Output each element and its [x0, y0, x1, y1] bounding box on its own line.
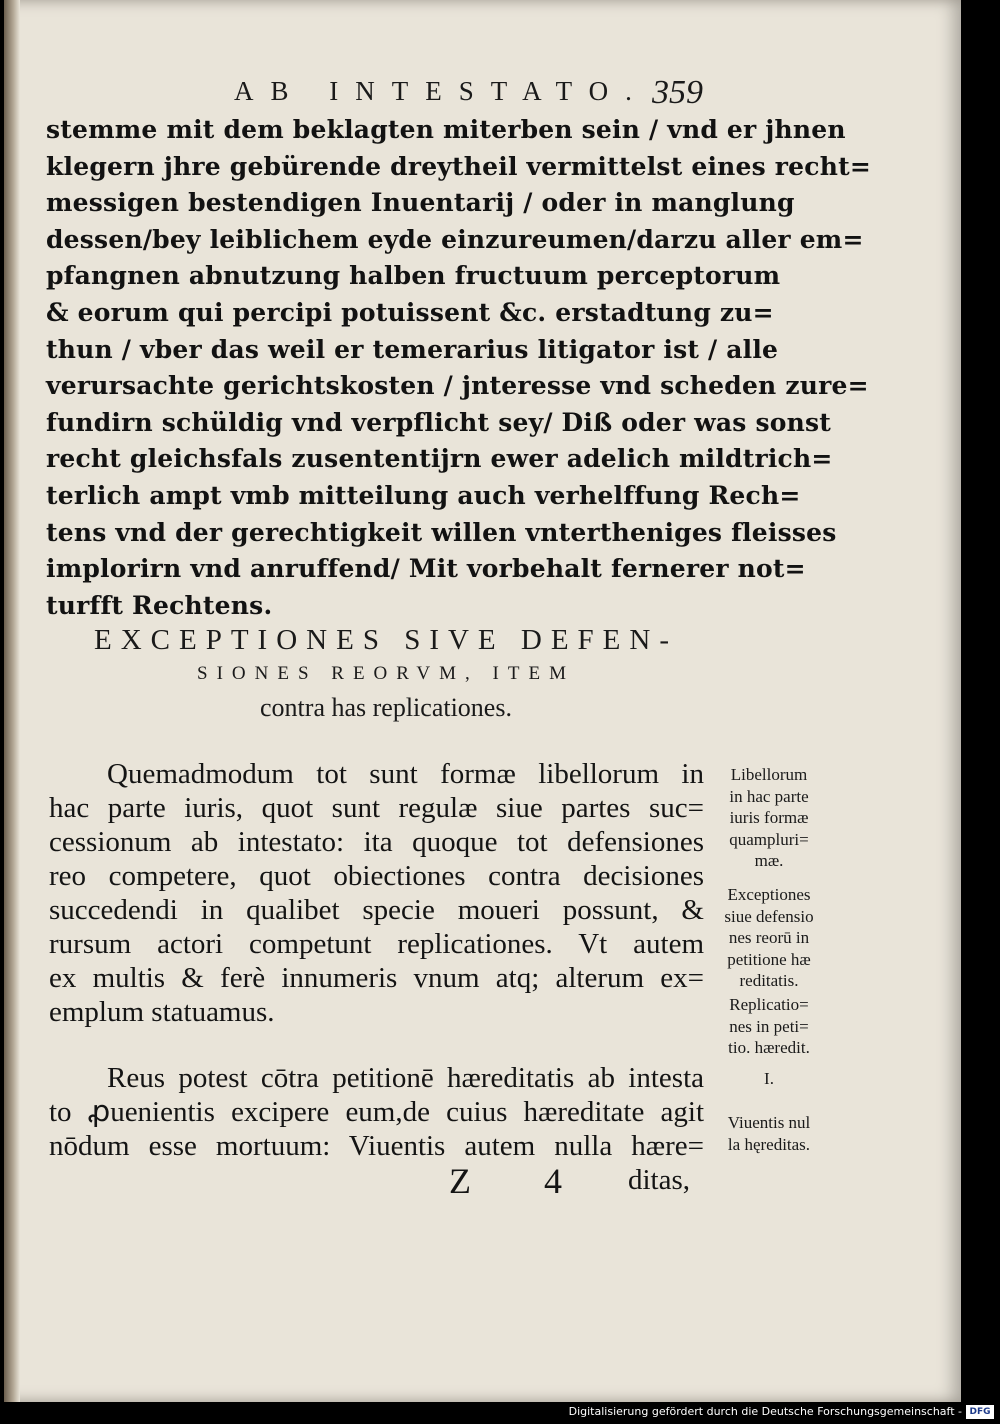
heading-line-2: SIONES REORVM, ITEM — [197, 663, 575, 684]
dfg-logo-icon: DFG — [966, 1405, 994, 1419]
section-heading — [66, 622, 706, 726]
marginal-line: tio. hæredit. — [728, 1038, 810, 1057]
marginal-note-replicationes — [708, 994, 830, 1059]
text-line: tens vnd der gerechtigkeit willen vntertheniges fleisses — [46, 517, 837, 547]
paragraph-2 — [49, 1061, 704, 1163]
marginal-line: siue defensio — [724, 906, 814, 926]
page-number: 359 — [652, 74, 703, 111]
marginal-line: la hęreditas. — [727, 1134, 811, 1154]
marginal-line: Libellorum — [730, 765, 808, 784]
paragraph-1 — [49, 757, 704, 1029]
text-line: nōdum esse mortuum: Viuentis autem nulla hære= — [49, 1130, 704, 1162]
text-line: to ꝓuenientis excipere eum,de cuius hæreditate agit — [49, 1096, 704, 1128]
marginal-note-exceptiones — [708, 884, 830, 992]
marginal-line: Exceptiones — [727, 885, 811, 904]
text-line: reo competere, quot obiectiones contra decisiones — [49, 860, 704, 892]
text-line: recht gleichsfals zusententijrn ewer adelich mildtrich= — [46, 444, 833, 474]
marginal-line: Replicatio= — [729, 995, 809, 1014]
text-line: & eorum qui percipi potuissent &c. erstadtung zu= — [46, 297, 774, 327]
text-line: ex multis & ferè innumeris vnum atq; alterum ex= — [49, 962, 704, 994]
text-line: terlich ampt vmb mitteilung auch verhelffung Rech= — [46, 480, 801, 510]
text-line: dessen/bey leiblichem eyde einzureumen/darzu aller em= — [46, 224, 864, 254]
text-line: klegern jhre gebürende dreytheil vermittelst eines recht= — [46, 151, 871, 181]
text-line: stemme mit dem beklagten miterben sein / vnd er jhnen — [46, 115, 846, 144]
marginal-note-numeral — [708, 1068, 830, 1090]
binding-gutter — [4, 0, 20, 1402]
text-line: hac parte iuris, quot sunt regulæ siue partes suc= — [49, 792, 704, 824]
marginal-note-libellorum — [708, 764, 830, 872]
text-line: thun / vber das weil er temerarius litigator ist / alle — [46, 334, 779, 364]
footer-bar — [0, 1402, 1000, 1424]
marginal-line: quampluri= — [729, 829, 809, 849]
text-line: emplum statuamus. — [49, 996, 275, 1028]
page-header — [234, 74, 714, 114]
marginal-line: I. — [764, 1069, 774, 1088]
text-line: Reus potest cōtra petitionē hæreditatis ab intesta — [107, 1062, 704, 1094]
fraktur-text-block — [46, 112, 871, 624]
heading-line-3: contra has replicationes. — [260, 693, 512, 722]
marginal-note-viuentis — [708, 1112, 830, 1155]
funding-credit: Digitalisierung gefördert durch die Deutsche Forschungsgemeinschaft - — [568, 1405, 962, 1418]
text-line: cessionum ab intestato: ita quoque tot defensiones — [49, 826, 704, 858]
marginal-line: nes in peti= — [729, 1016, 809, 1036]
signature-mark: Z 4 — [449, 1161, 594, 1201]
marginal-line: Viuentis nul — [727, 1113, 811, 1132]
text-line: turfft Rechtens. — [46, 590, 273, 620]
marginal-line: petitione hæ — [727, 949, 811, 969]
marginal-line: in hac parte — [729, 786, 809, 806]
marginal-line: nes reorū in — [728, 928, 810, 947]
text-line: Quemadmodum tot sunt formæ libellorum in — [107, 758, 704, 790]
marginal-line: iuris formæ — [729, 808, 809, 827]
heading-line-1: EXCEPTIONES SIVE DEFEN- — [94, 624, 678, 656]
text-line: pfangnen abnutzung halben fructuum perceptorum — [46, 261, 781, 291]
running-title: AB INTESTATO. — [234, 76, 649, 106]
marginal-line: reditatis. — [739, 971, 799, 990]
text-line: rursum actori competunt replicationes. Vt autem — [49, 928, 704, 960]
book-page — [4, 0, 961, 1402]
catchword: ditas, — [628, 1164, 691, 1196]
text-line: messigen bestendigen Inuentarij / oder in manglung — [46, 188, 795, 218]
marginal-line: mæ. — [754, 851, 784, 870]
text-line: succedendi in qualibet specie moueri possunt, & — [49, 894, 704, 926]
text-line: verursachte gerichtskosten / jnteresse vnd scheden zure= — [46, 371, 869, 401]
text-line: fundirn schüldig vnd verpflicht sey/ Diß oder was sonst — [46, 407, 832, 437]
text-line: implorirn vnd anruffend/ Mit vorbehalt fernerer not= — [46, 554, 806, 584]
